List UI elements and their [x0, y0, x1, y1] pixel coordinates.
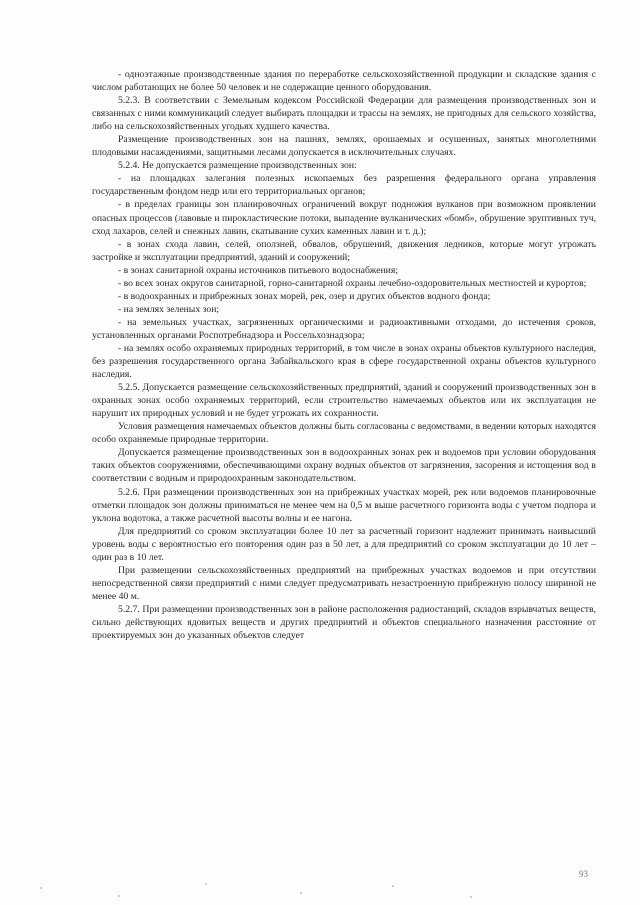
paragraph: Для предприятий со сроком эксплуатации более 10 лет за расчетный горизонт надлежит принимать наивысший уровень воды с вероятностью его повторения один раз в 50 лет, а для предприятий со сроком эксплуатации до 10 лет – один раз в 10 лет. [92, 525, 596, 563]
paragraph-5-2-6: 5.2.6. При размещении производственных зон на прибрежных участках морей, рек или водоемов планировочные отметки площадок зон должны приниматься не менее чем на 0,5 м выше расчетного горизонта воды с учетом подпора и уклона водотока, а также расчетной высоты волны и ее нагона. [92, 486, 596, 524]
list-item: - на земельных участках, загрязненных органическими и радиоактивными отходами, до истечения сроков, установленных органами Роспотребнадзора и Россельхознадзора; [92, 316, 596, 341]
paragraph: Допускается размещение производственных зон в водоохранных зонах рек и водоемов при условии оборудования таких объектов сооружениями, обеспечивающими охрану водных объектов от загрязнения, засорения и истощения вод в соответствии с водным и природоохранным законодательством. [92, 447, 596, 485]
document-body [92, 68, 596, 642]
paragraph: Условия размещения намечаемых объектов должны быть согласованы с ведомствами, в ведении которых находятся особо охраняемые природные территории. [92, 421, 596, 446]
list-item: - на землях зеленых зон; [118, 303, 220, 315]
paragraph-continuation: - одноэтажные производственные здания по переработке сельскохозяйственной продукции и складские здания с числом работающих не более 50 человек и не содержащие ценного оборудования. [92, 69, 596, 94]
list-item: - на землях особо охраняемых природных территорий, в том числе в зонах охраны объектов культурного наследия, без разрешения государственного органа Забайкальского края в сфере государственной охраны объектов культурного наследия. [92, 342, 596, 381]
paragraph: Размещение производственных зон на пашнях, землях, орошаемых и осушенных, занятых многолетними плодовыми насаждениями, защитными лесами допускается в исключительных случаях. [92, 134, 596, 159]
paragraph: При размещении сельскохозяйственных предприятий на прибрежных участках водоемов и при отсутствии непосредственной связи предприятий с ними следует предусматривать незастроенную прибрежную полосу шириной не менее 40 м. [92, 564, 596, 602]
list-item: - в зонах схода лавин, селей, оползней, обвалов, обрушений, движения ледников, которые могут угрожать застройке и эксплуатации предприятий, зданий и сооружений; [92, 238, 596, 263]
scan-noise [0, 865, 640, 905]
paragraph-5-2-4: 5.2.4. Не допускается размещение производственных зон: [118, 160, 357, 172]
list-item: - во всех зонах округов санитарной, горно-санитарной охраны лечебно-оздоровительных местностей и курортов; [118, 277, 587, 289]
list-item: - в водоохранных и прибрежных зонах морей, рек, озер и других объектов водного фонда; [118, 290, 491, 302]
list-item: - на площадках залегания полезных ископаемых без разрешения федерального органа управления государственным фондом недр или его территориальных органов; [92, 173, 596, 198]
list-item: - в зонах санитарной охраны источников питьевого водоснабжения; [118, 264, 399, 276]
paragraph-5-2-3: 5.2.3. В соответствии с Земельным кодексом Российской Федерации для размещения производственных зон и связанных с ними коммуникаций следует выбирать площадки и трассы на землях, не пригодных для сельского хозяйства, либо на сельскохозяйственных угодьях худшего качества. [92, 95, 596, 133]
paragraph-5-2-7: 5.2.7. При размещении производственных зон в районе расположения радиостанций, складов взрывчатых веществ, сильно действующих ядовитых веществ и других предприятий и объектов специального назначения расстояние от проектируемых зон до указанных объектов следует [92, 603, 596, 642]
list-item: - в пределах границы зон планировочных ограничений вокруг подножия вулканов при возможном проявлении опасных процессов (лавовые и пирокластические потоки, выпадение вулканических «бомб», обрушение эруптивных туч, сход лахаров, селей и снежных лавин, скатывание сухих каменных лавин и т. д.); [92, 199, 596, 237]
page-number: 93 [579, 869, 588, 879]
paragraph-5-2-5: 5.2.5. Допускается размещение сельскохозяйственных предприятий, зданий и сооружений производственных зон в охранных зонах особо охраняемых территорий, если строительство намечаемых объектов или их эксплуатация не нарушит их природных условий и не будет угрожать их сохранности. [92, 382, 596, 420]
